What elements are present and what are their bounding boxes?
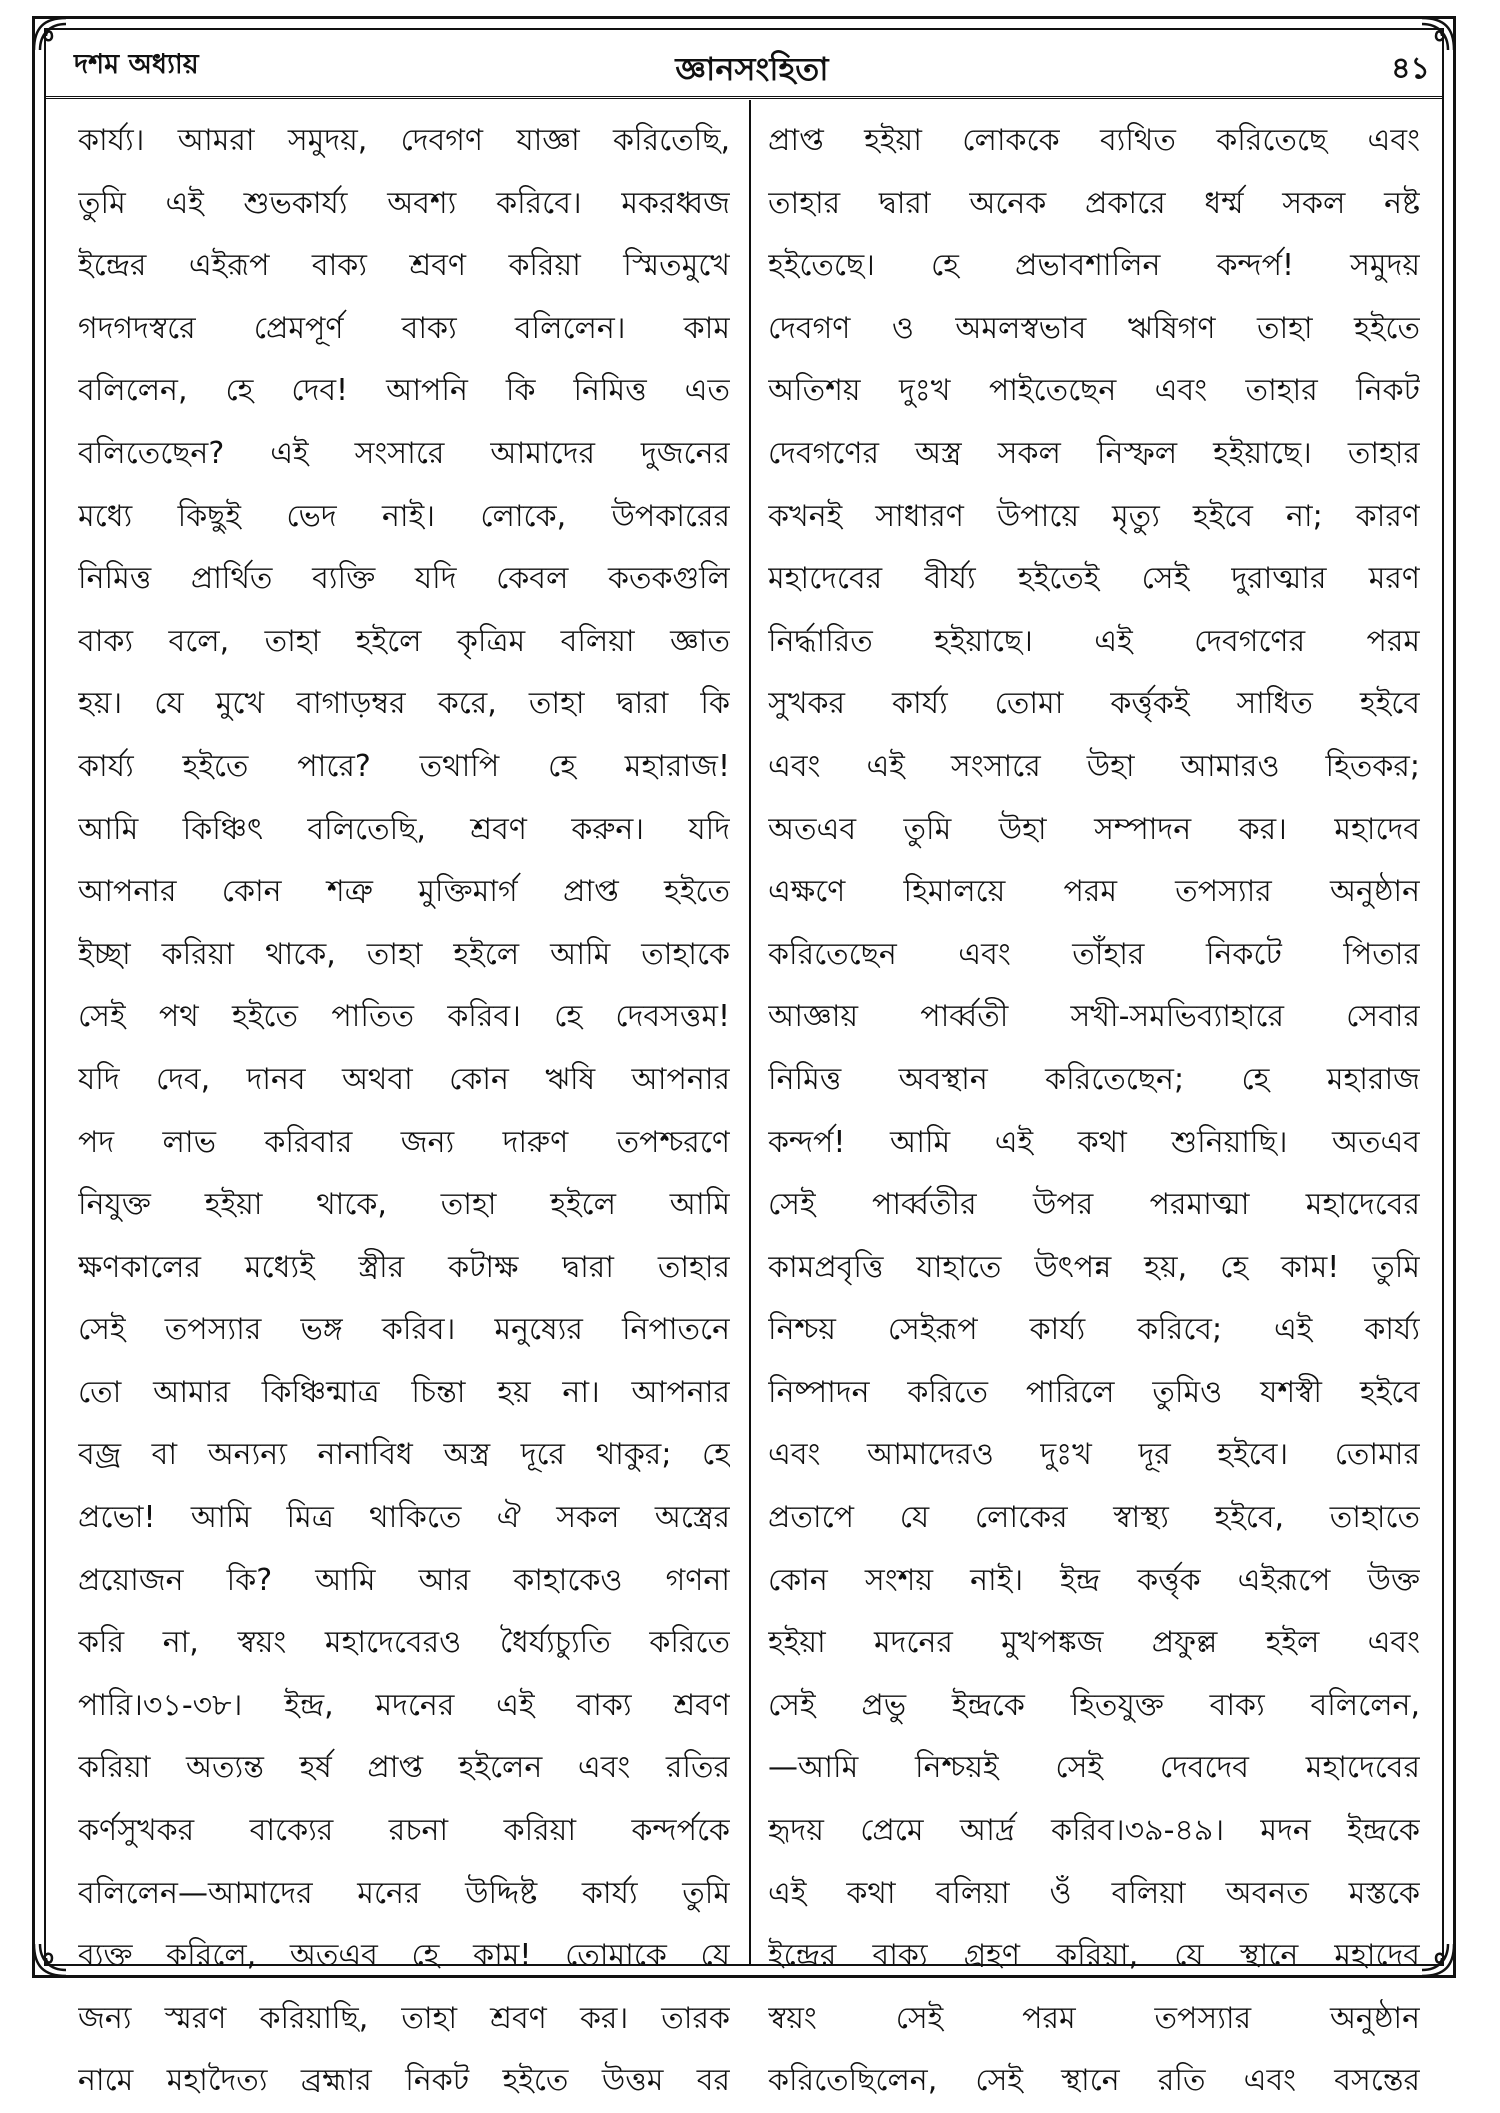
- text-line: নিষ্পাদন করিতে পারিলে তুমিও যশস্বী হইবে: [768, 1374, 1420, 1410]
- text-line: বলিলেন—আমাদের মনের উদ্দিষ্ট কার্য্য তুমি: [78, 1875, 730, 1911]
- text-line: এবং এই সংসারে উহা আমারও হিতকর;: [768, 748, 1420, 784]
- text-line: আজ্ঞায় পার্ব্বতী সখী-সমভিব্যাহারে সেবার: [768, 999, 1420, 1035]
- text-line: করিতেছিলেন, সেই স্থানে রতি এবং বসন্তের: [768, 2063, 1420, 2099]
- text-line: কর্ণসুখকর বাক্যের রচনা করিয়া কন্দর্পকে: [78, 1813, 730, 1849]
- right-text-column: [768, 110, 1420, 2113]
- column-divider: [749, 100, 751, 1964]
- text-line: এই কথা বলিয়া ওঁ বলিয়া অবনত মস্তকে: [768, 1875, 1420, 1911]
- text-line: আপনার কোন শত্রু মুক্তিমার্গ প্রাপ্ত হইতে: [78, 874, 730, 910]
- text-line: ইচ্ছা করিয়া থাকে, তাহা হইলে আমি তাহাকে: [78, 936, 730, 972]
- text-line: কার্য্য। আমরা সমুদয়, দেবগণ যাজ্ঞা করিতেছি,: [78, 123, 730, 158]
- corner-ornament-icon: [1418, 1940, 1458, 1980]
- chapter-title: দশম অধ্যায়: [74, 49, 199, 80]
- text-line: ক্ষণকালের মধ্যেই স্ত্রীর কটাক্ষ দ্বারা তাহার: [78, 1249, 730, 1285]
- text-line: হয়। যে মুখে বাগাড়ম্বর করে, তাহা দ্বারা কি: [78, 686, 730, 722]
- text-line: জন্য স্মরণ করিয়াছি, তাহা শ্রবণ কর। তারক: [78, 2000, 730, 2036]
- book-title: জ্ঞানসংহিতা: [675, 50, 829, 88]
- text-line: প্রাপ্ত হইয়া লোককে ব্যথিত করিতেছে এবং: [768, 123, 1420, 158]
- text-line: কার্য্য হইতে পারে? তথাপি হে মহারাজ!: [78, 748, 730, 784]
- text-line: দেবগণের অস্ত্র সকল নিস্ফল হইয়াছে। তাহার: [768, 435, 1420, 471]
- text-line: এক্ষণে হিমালয়ে পরম তপস্যার অনুষ্ঠান: [768, 874, 1420, 910]
- text-line: সুখকর কার্য্য তোমা কর্ত্তৃকই সাধিত হইবে: [768, 686, 1420, 722]
- text-line: ইন্দ্রের এইরূপ বাক্য শ্রবণ করিয়া স্মিতমুখে: [78, 248, 730, 284]
- text-line: ইন্দ্রের বাক্য গ্রহণ করিয়া, যে স্থানে মহাদেব: [768, 1938, 1420, 1974]
- text-line: নিমিত্ত প্রার্থিত ব্যক্তি যদি কেবল কতকগুলি: [78, 561, 730, 597]
- text-line: হইতেছে। হে প্রভাবশালিন কন্দর্প! সমুদয়: [768, 248, 1420, 284]
- text-line: পারি।৩১-৩৮। ইন্দ্র, মদনের এই বাক্য শ্রবণ: [78, 1687, 730, 1723]
- text-line: যদি দেব, দানব অথবা কোন ঋষি আপনার: [78, 1061, 730, 1097]
- text-line: প্রয়োজন কি? আমি আর কাহাকেও গণনা: [78, 1562, 730, 1598]
- text-line: নামে মহাদৈত্য ব্রহ্মার নিকট হইতে উত্তম বর: [78, 2063, 730, 2099]
- text-line: বজ্র বা অন্যন্য নানাবিধ অস্ত্র দূরে থাকুর; হে: [78, 1437, 730, 1473]
- text-line: নির্দ্ধারিত হইয়াছে। এই দেবগণের পরম: [768, 623, 1420, 659]
- page-number: ৪১: [1391, 51, 1430, 86]
- text-line: পদ লাভ করিবার জন্য দারুণ তপশ্চরণে: [78, 1124, 730, 1160]
- text-line: সেই পথ হইতে পাতিত করিব। হে দেবসত্তম!: [78, 999, 730, 1035]
- text-line: ব্যক্ত করিলে, অতএব হে কাম! তোমাকে যে: [78, 1938, 730, 1974]
- text-line: করিতেছেন এবং তাঁহার নিকটে পিতার: [768, 936, 1420, 972]
- text-line: কামপ্রবৃত্তি যাহাতে উৎপন্ন হয়, হে কাম! তুমি: [768, 1249, 1420, 1285]
- text-line: অতিশয় দুঃখ পাইতেছেন এবং তাহার নিকট: [768, 373, 1420, 409]
- text-line: অতএব তুমি উহা সম্পাদন কর। মহাদেব: [768, 811, 1420, 847]
- text-line: —আমি নিশ্চয়ই সেই দেবদেব মহাদেবের: [768, 1750, 1420, 1786]
- text-line: মহাদেবের বীর্য্য হইতেই সেই দুরাত্মার মরণ: [768, 561, 1420, 597]
- text-line: মধ্যে কিছুই ভেদ নাই। লোকে, উপকারের: [78, 498, 730, 534]
- text-line: দেবগণ ও অমলস্বভাব ঋষিগণ তাহা হইতে: [768, 310, 1420, 346]
- text-line: করি না, স্বয়ং মহাদেবেরও ধৈর্য্যচ্যুতি করিতে: [78, 1625, 730, 1661]
- text-line: সেই প্রভু ইন্দ্রকে হিতযুক্ত বাক্য বলিলেন,: [768, 1687, 1420, 1723]
- text-line: নিমিত্ত অবস্থান করিতেছেন; হে মহারাজ: [768, 1061, 1420, 1097]
- running-header: [74, 44, 1430, 90]
- text-line: তুমি এই শুভকার্য্য অবশ্য করিবে। মকরধ্বজ: [78, 185, 730, 221]
- header-rule: [46, 96, 1442, 99]
- text-line: এবং আমাদেরও দুঃখ দূর হইবে। তোমার: [768, 1437, 1420, 1473]
- left-text-column: [78, 110, 730, 2113]
- text-line: হইয়া মদনের মুখপঙ্কজ প্রফুল্ল হইল এবং: [768, 1625, 1420, 1661]
- text-line: কখনই সাধারণ উপায়ে মৃত্যু হইবে না; কারণ: [768, 498, 1420, 534]
- corner-ornament-icon: [30, 1940, 70, 1980]
- text-line: বাক্য বলে, তাহা হইলে কৃত্রিম বলিয়া জ্ঞাত: [78, 623, 730, 659]
- text-line: তাহার দ্বারা অনেক প্রকারে ধর্ম্ম সকল নষ্ট: [768, 185, 1420, 221]
- corner-ornament-icon: [30, 14, 70, 54]
- text-line: বলিলেন, হে দেব! আপনি কি নিমিত্ত এত: [78, 373, 730, 409]
- text-line: করিয়া অত্যন্ত হর্ষ প্রাপ্ত হইলেন এবং রতির: [78, 1750, 730, 1786]
- text-line: তো আমার কিঞ্চিন্মাত্র চিন্তা হয় না। আপনার: [78, 1374, 730, 1410]
- text-line: নিযুক্ত হইয়া থাকে, তাহা হইলে আমি: [78, 1187, 730, 1223]
- text-line: নিশ্চয় সেইরূপ কার্য্য করিবে; এই কার্য্য: [768, 1312, 1420, 1348]
- text-line: কন্দর্প! আমি এই কথা শুনিয়াছি। অতএব: [768, 1124, 1420, 1160]
- text-line: আমি কিঞ্চিৎ বলিতেছি, শ্রবণ করুন। যদি: [78, 811, 730, 847]
- text-line: কোন সংশয় নাই। ইন্দ্র কর্ত্তৃক এইরূপে উক্ত: [768, 1562, 1420, 1598]
- text-line: প্রতাপে যে লোকের স্বাস্থ্য হইবে, তাহাতে: [768, 1500, 1420, 1536]
- text-line: সেই পার্ব্বতীর উপর পরমাত্মা মহাদেবের: [768, 1187, 1420, 1223]
- text-line: প্রভো! আমি মিত্র থাকিতে ঐ সকল অস্ত্রের: [78, 1500, 730, 1536]
- text-line: হৃদয় প্রেমে আর্দ্র করিব।৩৯-৪৯। মদন ইন্দ্রকে: [768, 1813, 1420, 1849]
- text-line: গদগদস্বরে প্রেমপূর্ণ বাক্য বলিলেন। কাম: [78, 310, 730, 346]
- text-line: সেই তপস্যার ভঙ্গ করিব। মনুষ্যের নিপাতনে: [78, 1312, 730, 1348]
- text-line: স্বয়ং সেই পরম তপস্যার অনুষ্ঠান: [768, 2000, 1420, 2036]
- text-line: বলিতেছেন? এই সংসারে আমাদের দুজনের: [78, 435, 730, 471]
